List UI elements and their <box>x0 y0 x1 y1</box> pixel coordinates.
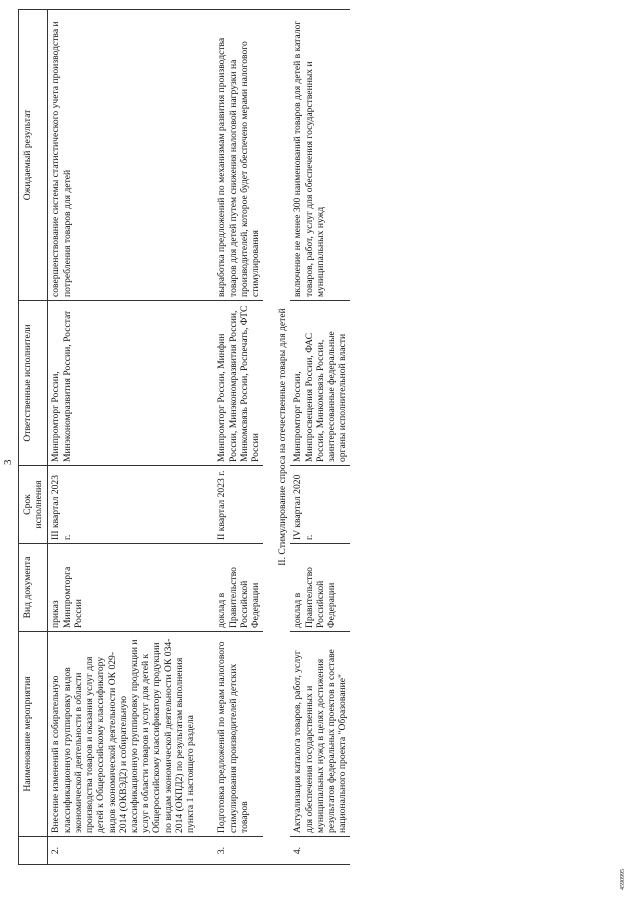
document-type: доклад в Правительство Российской Федерации <box>290 544 350 632</box>
section-row <box>263 10 290 865</box>
header-executors: Ответственные исполнители <box>19 301 48 466</box>
section-title: II. Стимулирование спроса на отечественные товары для детей <box>263 10 290 865</box>
deadline: II квартал 2023 г. <box>198 466 263 544</box>
executors: Минпромторг России, Минфин России, Минэкономразвития России, Минкомсвязь России, Роспечать, ФТС России <box>198 301 263 466</box>
table-row <box>290 10 350 865</box>
expected-result: совершенствование системы статистического учета производства и потребления товаров для детей <box>48 10 198 301</box>
table-header-row <box>19 10 48 865</box>
header-num <box>19 837 48 865</box>
document-type: доклад в Правительство Российской Федерации <box>198 544 263 632</box>
page-number: 3 <box>2 459 14 465</box>
header-name: Наименование мероприятия <box>19 632 48 837</box>
deadline: IV квартал 2020 г. <box>290 466 350 544</box>
measures-table <box>18 9 350 865</box>
row-number: 3. <box>198 837 263 865</box>
row-number: 2. <box>48 837 198 865</box>
row-number: 4. <box>290 837 350 865</box>
executors: Минпромторг России, Минэкономразвития России, Росстат <box>48 301 198 466</box>
expected-result: выработка предложений по механизмам развития производства товаров для детей путем снижения налоговой нагрузки на производителей, которое будет обеспечено мерами налогового стимулирования <box>198 10 263 301</box>
measure-name: Актуализация каталога товаров, работ, услуг для обеспечения государственных и муниципальных нужд в целях достижения результатов федеральных проектов в составе национального проекта "Образование" <box>290 632 350 837</box>
header-deadline: Срок исполнения <box>19 466 48 544</box>
header-result: Ожидаемый результат <box>19 10 48 301</box>
executors: Минпромторг России, Минпросвещения России, ФАС России, Минкомсвязь России, заинтересованные федеральные органы исполнительной власти <box>290 301 350 466</box>
deadline: III квартал 2023 г. <box>48 466 198 544</box>
table-row <box>48 10 198 865</box>
document-type: приказ Минпромторга России <box>48 544 198 632</box>
expected-result: включение не менее 300 наименований товаров для детей в каталог товаров, работ, услуг для обеспечения государственных и муниципальных нужд <box>290 10 350 301</box>
measure-name: Подготовка предложений по мерам налогового стимулирования производителей детских товаров <box>198 632 263 837</box>
measure-name: Внесение изменений в собирательную классификационную группировку видов экономической деятельности в области производства товаров и оказания услуг для детей к Общероссийскому классификатору видов экономической деятельности ОК 029-2014 (ОКВЭД2) и собирательную классификационную группировку продукции и услуг в области товаров и услуг для детей к Общероссийскому классификатору продукции по видам экономической деятельности ОК 034-2014 (ОКПД2) по результатам выполнения пункта 1 настоящего раздела <box>48 632 198 837</box>
table-row <box>198 10 263 865</box>
document-id: 4590995 <box>620 869 626 890</box>
header-doc-type: Вид документа <box>19 544 48 632</box>
